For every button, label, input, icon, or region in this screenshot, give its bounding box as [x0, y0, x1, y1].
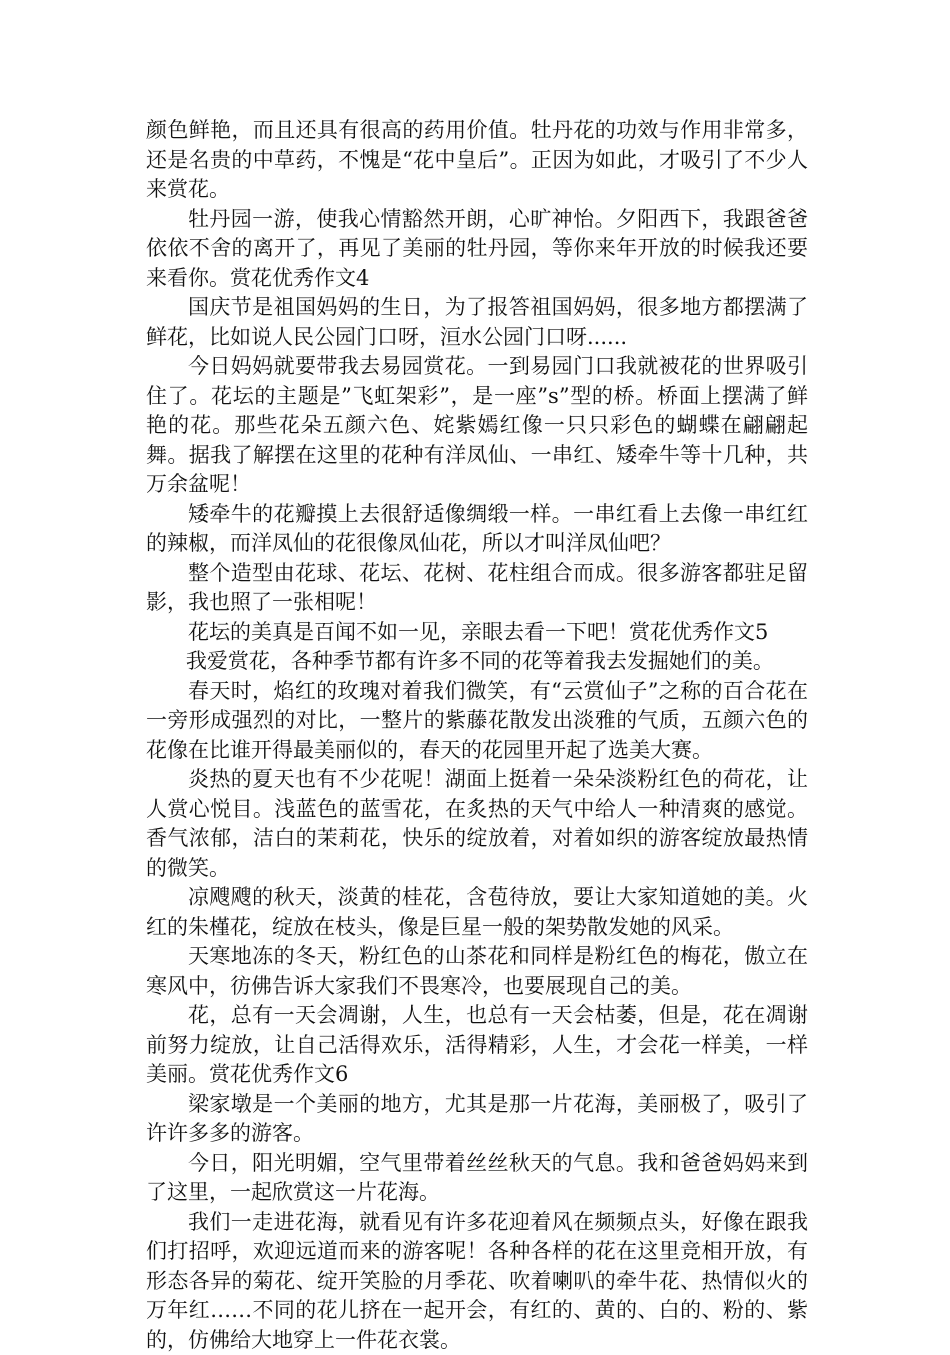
- paragraph-4: 今日妈妈就要带我去易园赏花。一到易园门口我就被花的世界吸引住了。花坛的主题是”飞虹架彩”，是一座”s”型的桥。桥面上摆满了鲜艳的花。那些花朵五颜六色、姹紫嫣红像一只只彩色的蝴蝶在翩翩起舞。据我了解摆在这里的花种有洋凤仙、一串红、矮牵牛等十几种，共万余盆呢！: [146, 352, 808, 500]
- paragraph-9: 春天时，焰红的玫瑰对着我们微笑，有“云赏仙子”之称的百合花在一旁形成强烈的对比，一整片的紫藤花散发出淡雅的气质，五颜六色的花像在比谁开得最美丽似的，春天的花园里开起了选美大赛。: [146, 677, 808, 766]
- paragraph-12: 天寒地冻的冬天，粉红色的山茶花和同样是粉红色的梅花，傲立在寒风中，彷佛告诉大家我们不畏寒冷，也要展现自己的美。: [146, 942, 808, 1001]
- paragraph-10: 炎热的夏天也有不少花呢！湖面上挺着一朵朵淡粉红色的荷花，让人赏心悦目。浅蓝色的蓝雪花，在炙热的天气中给人一种清爽的感觉。香气浓郁，洁白的茉莉花，快乐的绽放着，对着如织的游客绽放最热情的微笑。: [146, 765, 808, 883]
- paragraph-6: 整个造型由花球、花坛、花树、花柱组合而成。很多游客都驻足留影，我也照了一张相呢！: [146, 559, 808, 618]
- paragraph-3: 国庆节是祖国妈妈的生日，为了报答祖国妈妈，很多地方都摆满了鲜花，比如说人民公园门口呀，洹水公园门口呀......: [146, 293, 808, 352]
- paragraph-16: 我们一走进花海，就看见有许多花迎着风在频频点头，好像在跟我们打招呼，欢迎远道而来的游客呢！各种各样的花在这里竞相开放，有形态各异的菊花、绽开笑脸的月季花、吹着喇叭的牵牛花、热情似火的万年红……不同的花儿挤在一起开会，有红的、黄的、白的、粉的、紫的，仿佛给大地穿上一件花衣裳。: [146, 1208, 808, 1355]
- paragraph-2: 牡丹园一游，使我心情豁然开朗，心旷神怡。夕阳西下，我跟爸爸依依不舍的离开了，再见了美丽的牡丹园，等你来年开放的时候我还要来看你。赏花优秀作文4: [146, 205, 808, 294]
- paragraph-5: 矮牵牛的花瓣摸上去很舒适像绸缎一样。一串红看上去像一串红红的辣椒，而洋凤仙的花很像凤仙花，所以才叫洋凤仙吧？: [146, 500, 808, 559]
- paragraph-13: 花，总有一天会凋谢，人生，也总有一天会枯萎，但是，花在凋谢前努力绽放，让自己活得欢乐，活得精彩，人生，才会花一样美，一样美丽。赏花优秀作文6: [146, 1001, 808, 1090]
- paragraph-15: 今日，阳光明媚，空气里带着丝丝秋天的气息。我和爸爸妈妈来到了这里，一起欣赏这一片花海。: [146, 1149, 808, 1208]
- paragraph-7: 花坛的美真是百闻不如一见，亲眼去看一下吧！赏花优秀作文5: [146, 618, 808, 648]
- document-body: [146, 116, 808, 1355]
- paragraph-1: 颜色鲜艳，而且还具有很高的药用价值。牡丹花的功效与作用非常多，还是名贵的中草药，不愧是“花中皇后”。正因为如此，才吸引了不少人来赏花。: [146, 116, 808, 205]
- paragraph-14: 梁家墩是一个美丽的地方，尤其是那一片花海，美丽极了，吸引了许许多多的游客。: [146, 1090, 808, 1149]
- paragraph-11: 凉飕飕的秋天，淡黄的桂花，含苞待放，要让大家知道她的美。火红的朱槿花，绽放在枝头，像是巨星一般的架势散发她的风采。: [146, 883, 808, 942]
- paragraph-8: 我爱赏花，各种季节都有许多不同的花等着我去发掘她们的美。: [146, 647, 808, 677]
